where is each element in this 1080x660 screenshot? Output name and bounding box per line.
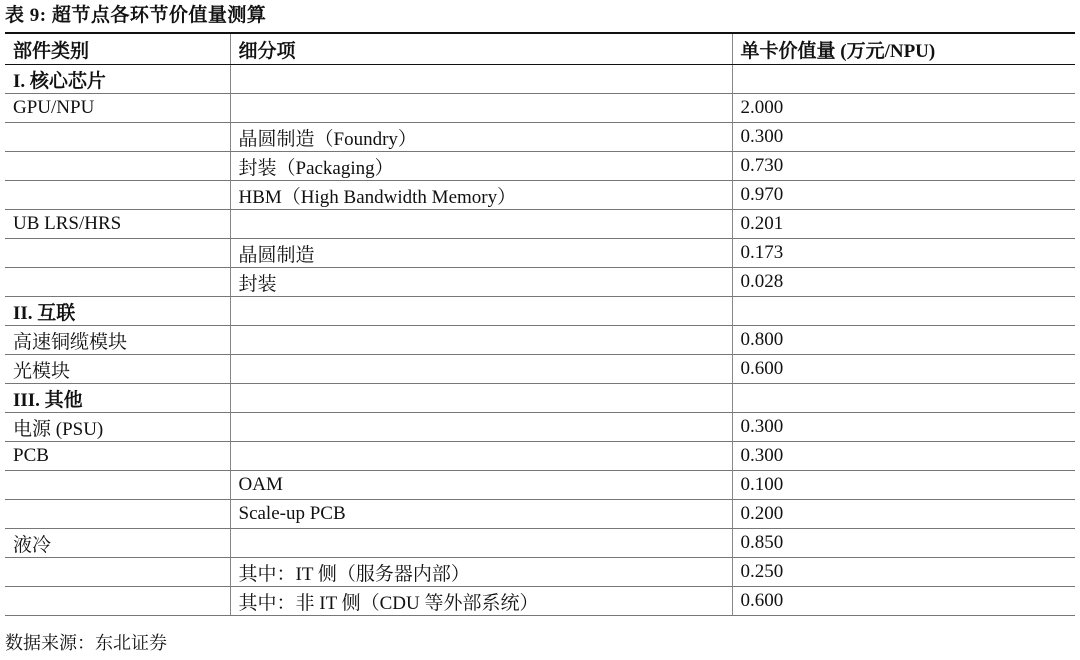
table-row	[5, 65, 1075, 94]
cell-value-per-card: 0.173	[732, 239, 1075, 268]
cell-sub-item	[230, 355, 732, 384]
table-row	[5, 500, 1075, 529]
data-source-note: 数据来源：东北证券	[5, 633, 167, 653]
table-row	[5, 326, 1075, 355]
cell-sub-item: 封装	[230, 268, 732, 297]
table-row	[5, 471, 1075, 500]
cell-sub-item	[230, 442, 732, 471]
cell-sub-item: 封装（Packaging）	[230, 152, 732, 181]
table-row	[5, 123, 1075, 152]
cell-sub-item: 晶圆制造	[230, 239, 732, 268]
cell-sub-item: 晶圆制造（Foundry）	[230, 123, 732, 152]
table-row	[5, 355, 1075, 384]
cell-value-per-card: 0.970	[732, 181, 1075, 210]
cell-sub-item: 其中：非 IT 侧（CDU 等外部系统）	[230, 587, 732, 616]
table-row	[5, 94, 1075, 123]
cell-component-category	[5, 268, 230, 297]
table-row	[5, 152, 1075, 181]
table-row	[5, 442, 1075, 471]
cell-sub-item	[230, 94, 732, 123]
header-component-category: 部件类别	[5, 33, 230, 65]
cell-component-category: 液冷	[5, 529, 230, 558]
table-row	[5, 268, 1075, 297]
cell-component-category	[5, 123, 230, 152]
cell-sub-item	[230, 297, 732, 326]
cell-component-category	[5, 152, 230, 181]
cell-value-per-card: 0.730	[732, 152, 1075, 181]
cell-value-per-card: 0.300	[732, 413, 1075, 442]
cell-value-per-card: 0.600	[732, 355, 1075, 384]
cell-value-per-card: 0.300	[732, 123, 1075, 152]
table-row	[5, 587, 1075, 616]
cell-value-per-card	[732, 384, 1075, 413]
cell-value-per-card: 0.200	[732, 500, 1075, 529]
cell-value-per-card: 0.201	[732, 210, 1075, 239]
cell-component-category	[5, 181, 230, 210]
table-row	[5, 529, 1075, 558]
cell-value-per-card: 2.000	[732, 94, 1075, 123]
table-row	[5, 297, 1075, 326]
cell-component-category: I. 核心芯片	[5, 65, 230, 94]
table-row	[5, 210, 1075, 239]
cell-value-per-card: 0.800	[732, 326, 1075, 355]
cell-sub-item	[230, 413, 732, 442]
cell-component-category: 高速铜缆模块	[5, 326, 230, 355]
cell-sub-item	[230, 65, 732, 94]
table-row	[5, 384, 1075, 413]
cell-component-category	[5, 471, 230, 500]
table-row	[5, 558, 1075, 587]
cell-component-category: 电源 (PSU)	[5, 413, 230, 442]
cell-component-category: PCB	[5, 442, 230, 471]
cell-value-per-card: 0.850	[732, 529, 1075, 558]
header-sub-item: 细分项	[230, 33, 732, 65]
table-header-row	[5, 33, 1075, 65]
table-row	[5, 181, 1075, 210]
cell-component-category	[5, 500, 230, 529]
cell-value-per-card	[732, 65, 1075, 94]
cell-value-per-card	[732, 297, 1075, 326]
cell-component-category: 光模块	[5, 355, 230, 384]
cell-sub-item: OAM	[230, 471, 732, 500]
cell-value-per-card: 0.028	[732, 268, 1075, 297]
cell-sub-item	[230, 326, 732, 355]
cell-sub-item: HBM（High Bandwidth Memory）	[230, 181, 732, 210]
cell-sub-item	[230, 529, 732, 558]
cell-value-per-card: 0.100	[732, 471, 1075, 500]
cell-component-category: UB LRS/HRS	[5, 210, 230, 239]
cell-sub-item	[230, 384, 732, 413]
cell-component-category: GPU/NPU	[5, 94, 230, 123]
cell-sub-item: 其中：IT 侧（服务器内部）	[230, 558, 732, 587]
cell-component-category: III. 其他	[5, 384, 230, 413]
table-row	[5, 413, 1075, 442]
cell-sub-item	[230, 210, 732, 239]
cell-component-category	[5, 239, 230, 268]
cell-value-per-card: 0.300	[732, 442, 1075, 471]
header-value-per-card: 单卡价值量 (万元/NPU)	[732, 33, 1075, 65]
cell-value-per-card: 0.600	[732, 587, 1075, 616]
value-estimation-table	[5, 32, 1075, 616]
table-row	[5, 239, 1075, 268]
table-title: 表 9: 超节点各环节价值量测算	[5, 5, 267, 26]
cell-value-per-card: 0.250	[732, 558, 1075, 587]
cell-component-category	[5, 558, 230, 587]
cell-component-category: II. 互联	[5, 297, 230, 326]
cell-sub-item: Scale-up PCB	[230, 500, 732, 529]
cell-component-category	[5, 587, 230, 616]
table-body	[5, 65, 1075, 616]
